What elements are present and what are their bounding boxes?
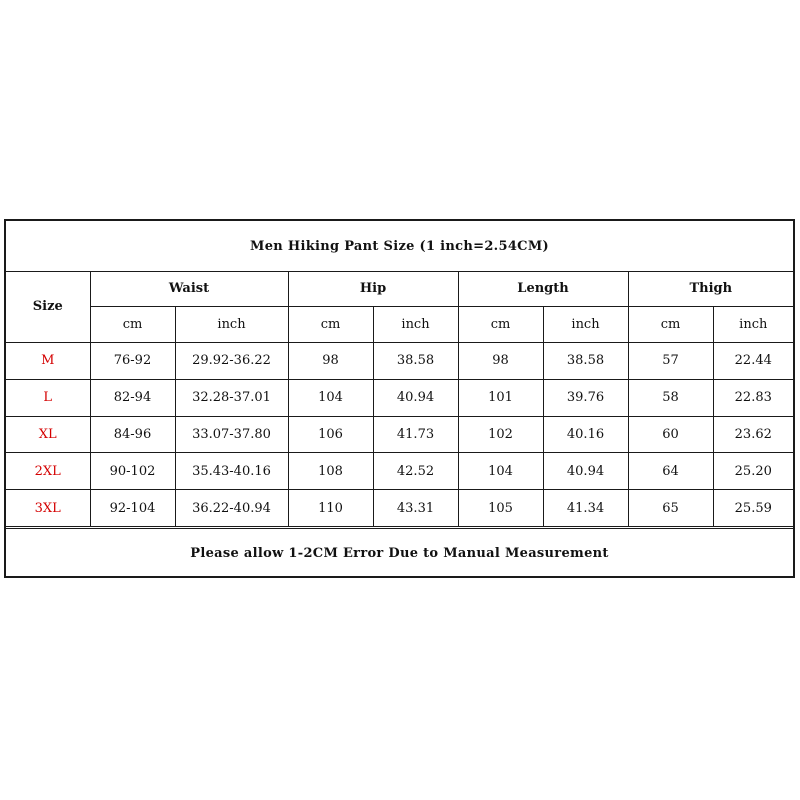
unit-header: inch [373, 307, 458, 343]
size-label: 2XL [6, 453, 90, 490]
size-chart [4, 219, 795, 578]
table-cell: 43.31 [373, 490, 458, 527]
table-cell: 64 [628, 453, 713, 490]
table-cell: 35.43-40.16 [175, 453, 288, 490]
table-cell: 25.20 [713, 453, 793, 490]
table-cell: 40.94 [543, 453, 628, 490]
table-cell: 40.16 [543, 416, 628, 453]
table-row [6, 416, 793, 453]
table-cell: 32.28-37.01 [175, 379, 288, 416]
table-cell: 65 [628, 490, 713, 527]
measurement-note: Please allow 1-2CM Error Due to Manual Measurement [6, 528, 793, 577]
unit-header: inch [543, 307, 628, 343]
table-cell: 104 [458, 453, 543, 490]
size-label: L [6, 379, 90, 416]
table-cell: 84-96 [90, 416, 175, 453]
group-header-row [6, 271, 793, 307]
table-cell: 102 [458, 416, 543, 453]
chart-title: Men Hiking Pant Size (1 inch=2.54CM) [6, 221, 793, 272]
table-cell: 38.58 [373, 343, 458, 380]
table-cell: 39.76 [543, 379, 628, 416]
table-cell: 110 [288, 490, 373, 527]
table-row [6, 343, 793, 380]
unit-header: inch [713, 307, 793, 343]
size-label: 3XL [6, 490, 90, 527]
unit-header: cm [458, 307, 543, 343]
table-cell: 29.92-36.22 [175, 343, 288, 380]
table-cell: 90-102 [90, 453, 175, 490]
table-cell: 58 [628, 379, 713, 416]
size-table [6, 271, 793, 527]
unit-header: cm [90, 307, 175, 343]
table-cell: 23.62 [713, 416, 793, 453]
hip-header: Hip [288, 271, 458, 307]
table-cell: 76-92 [90, 343, 175, 380]
waist-header: Waist [90, 271, 288, 307]
table-cell: 104 [288, 379, 373, 416]
table-cell: 101 [458, 379, 543, 416]
table-cell: 106 [288, 416, 373, 453]
length-header: Length [458, 271, 628, 307]
table-cell: 105 [458, 490, 543, 527]
table-cell: 25.59 [713, 490, 793, 527]
table-row [6, 453, 793, 490]
unit-header-row [6, 307, 793, 343]
size-label: XL [6, 416, 90, 453]
size-label: M [6, 343, 90, 380]
size-column-header: Size [6, 271, 90, 343]
table-cell: 41.34 [543, 490, 628, 527]
table-cell: 22.83 [713, 379, 793, 416]
table-cell: 22.44 [713, 343, 793, 380]
table-cell: 57 [628, 343, 713, 380]
table-cell: 98 [288, 343, 373, 380]
table-cell: 41.73 [373, 416, 458, 453]
table-cell: 38.58 [543, 343, 628, 380]
table-row [6, 490, 793, 527]
table-cell: 108 [288, 453, 373, 490]
table-cell: 36.22-40.94 [175, 490, 288, 527]
table-row [6, 379, 793, 416]
table-cell: 82-94 [90, 379, 175, 416]
table-cell: 33.07-37.80 [175, 416, 288, 453]
unit-header: cm [288, 307, 373, 343]
table-cell: 98 [458, 343, 543, 380]
table-cell: 92-104 [90, 490, 175, 527]
table-cell: 40.94 [373, 379, 458, 416]
unit-header: cm [628, 307, 713, 343]
table-cell: 60 [628, 416, 713, 453]
thigh-header: Thigh [628, 271, 793, 307]
table-cell: 42.52 [373, 453, 458, 490]
unit-header: inch [175, 307, 288, 343]
